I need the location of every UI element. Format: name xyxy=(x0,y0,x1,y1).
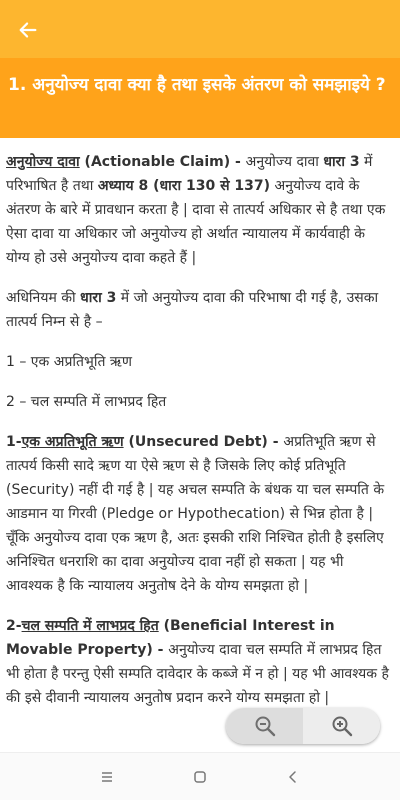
zoom-control xyxy=(226,708,380,744)
text-fragment: अधिनियम की xyxy=(6,290,81,306)
question-title: 1. अनुयोज्य दावा क्या है तथा इसके अंतरण को समझाइये ? xyxy=(8,75,386,95)
home-button[interactable] xyxy=(180,757,220,797)
paragraph-beneficial-interest xyxy=(6,614,390,710)
question-header xyxy=(0,58,400,138)
text-fragment: में परिभाषित है तथा xyxy=(6,154,373,194)
zoom-out-button[interactable] xyxy=(226,708,303,744)
term-actionable-claim: अनुयोज्य दावा xyxy=(6,154,80,170)
text-fragment: अनुयोज्य दावा xyxy=(245,154,324,170)
text-fragment: अनुयोज्य दावे के अंतरण के बारे में प्रावधान करता है | दावा से तात्पर्य अधिकार से है तथा एक ऐसा दावा या अधिकार जो अनुयोज्य हो अर्थात न्यायालय में कार्यवाही के योग्य हो उसे अनुयोज्य दावा कहते हैं | xyxy=(6,178,386,266)
term-beneficial-interest: चल सम्पति में लाभप्रद हित xyxy=(21,618,159,634)
paragraph-section3 xyxy=(6,286,390,334)
back-button[interactable] xyxy=(10,12,46,48)
system-nav-bar xyxy=(0,752,400,800)
list-item-1: 1 – एक अप्रतिभूति ऋण xyxy=(6,354,132,370)
section-ref: धारा 3 xyxy=(323,154,360,170)
item-number: 1- xyxy=(6,434,22,450)
home-square-icon xyxy=(192,769,208,785)
zoom-out-icon xyxy=(253,714,277,738)
list-item-2: 2 – चल सम्पति में लाभप्रद हित xyxy=(6,394,167,410)
back-chevron-icon xyxy=(285,769,301,785)
arrow-left-icon xyxy=(17,19,39,41)
term-unsecured-debt: एक अप्रतिभूति ऋण xyxy=(21,434,124,450)
app-bar xyxy=(0,0,400,58)
term-unsecured-debt-en: (Unsecured Debt) - xyxy=(123,434,284,450)
system-back-button[interactable] xyxy=(273,757,313,797)
zoom-in-icon xyxy=(330,714,354,738)
term-beneficial-interest-en: (Beneficial Interest in Movable Property) - xyxy=(6,618,335,658)
zoom-in-button[interactable] xyxy=(303,708,380,744)
menu-icon xyxy=(99,769,115,785)
section-ref: धारा 3 xyxy=(80,290,117,306)
article-content xyxy=(0,150,400,750)
text-fragment: अनुयोज्य दावा चल सम्पति में लाभप्रद हित भी होता है परन्तु ऐसी सम्पति दावेदार के कब्जे में न हो | यह भी आवश्यक है की इसे दीवानी न्यायालय अनुतोष प्रदान करने योग्य समझता हो | xyxy=(6,642,389,706)
text-fragment: में जो अनुयोज्य दावा की परिभाषा दी गई है, उसका तात्पर्य निम्न से है – xyxy=(6,290,379,330)
item-number: 2- xyxy=(6,618,22,634)
term-actionable-claim-en: (Actionable Claim) - xyxy=(79,154,246,170)
recents-button[interactable] xyxy=(87,757,127,797)
paragraph-definition xyxy=(6,150,390,270)
text-fragment: अप्रतिभूति ऋण से तात्पर्य किसी सादे ऋण या ऐसे ऋण से है जिसके लिए कोई प्रतिभूति (Security) नहीं दी गई है | यह अचल सम्पति के बंधक या चल सम्पति के आडमान या गिरवी (Pledge or Hypothecation) से भिन्न होता है | चूँकि अनुयोज्य दावा एक ऋण है, अतः इसकी राशि निश्चित होती है इसलिए अनिश्चित धनराशि का दावा अनुयोज्य दावा नहीं हो सकता | यह भी आवश्यक है कि न्यायालय अनुतोष देने के योग्य समझता हो | xyxy=(6,434,385,594)
chapter-ref: अध्याय 8 (धारा 130 से 137) xyxy=(97,178,271,194)
paragraph-unsecured-debt xyxy=(6,430,390,598)
